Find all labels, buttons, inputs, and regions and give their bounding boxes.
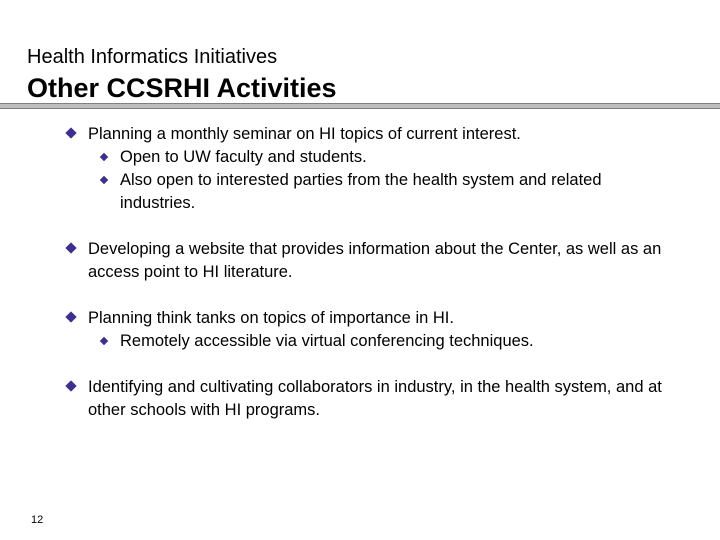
diamond-bullet-icon: [100, 337, 108, 345]
diamond-bullet-icon: [100, 176, 108, 184]
bullet-text: Planning a monthly seminar on HI topics of current interest.: [88, 125, 521, 143]
bullet-text: Identifying and cultivating collaborators in industry, in the health system, and at other schools with HI programs.: [88, 378, 662, 419]
title-divider: [0, 103, 720, 109]
bullet-item-website: [88, 238, 688, 284]
diamond-bullet-icon: [65, 242, 76, 253]
sub-bullet-item: [120, 146, 680, 169]
sub-bullet-text: Remotely accessible via virtual conferencing techniques.: [120, 332, 534, 350]
diamond-bullet-icon: [65, 380, 76, 391]
slide-subtitle: Health Informatics Initiatives: [27, 46, 278, 68]
slide-title: Other CCSRHI Activities: [27, 73, 337, 103]
sub-bullet-text: Open to UW faculty and students.: [120, 148, 367, 166]
sub-bullet-item: [120, 330, 680, 353]
diamond-bullet-icon: [65, 127, 76, 138]
diamond-bullet-icon: [65, 311, 76, 322]
sub-bullet-text: Also open to interested parties from the health system and related industries.: [120, 171, 602, 212]
bullet-item-collaborators: [88, 376, 688, 422]
bullet-text: Planning think tanks on topics of importance in HI.: [88, 309, 454, 327]
bullet-item-seminar: [88, 123, 688, 215]
sub-bullet-item: [120, 169, 680, 215]
bullet-text: Developing a website that provides information about the Center, as well as an access point to HI literature.: [88, 240, 662, 281]
page-number: 12: [31, 514, 44, 526]
bullet-item-think-tanks: [88, 307, 688, 353]
diamond-bullet-icon: [100, 153, 108, 161]
